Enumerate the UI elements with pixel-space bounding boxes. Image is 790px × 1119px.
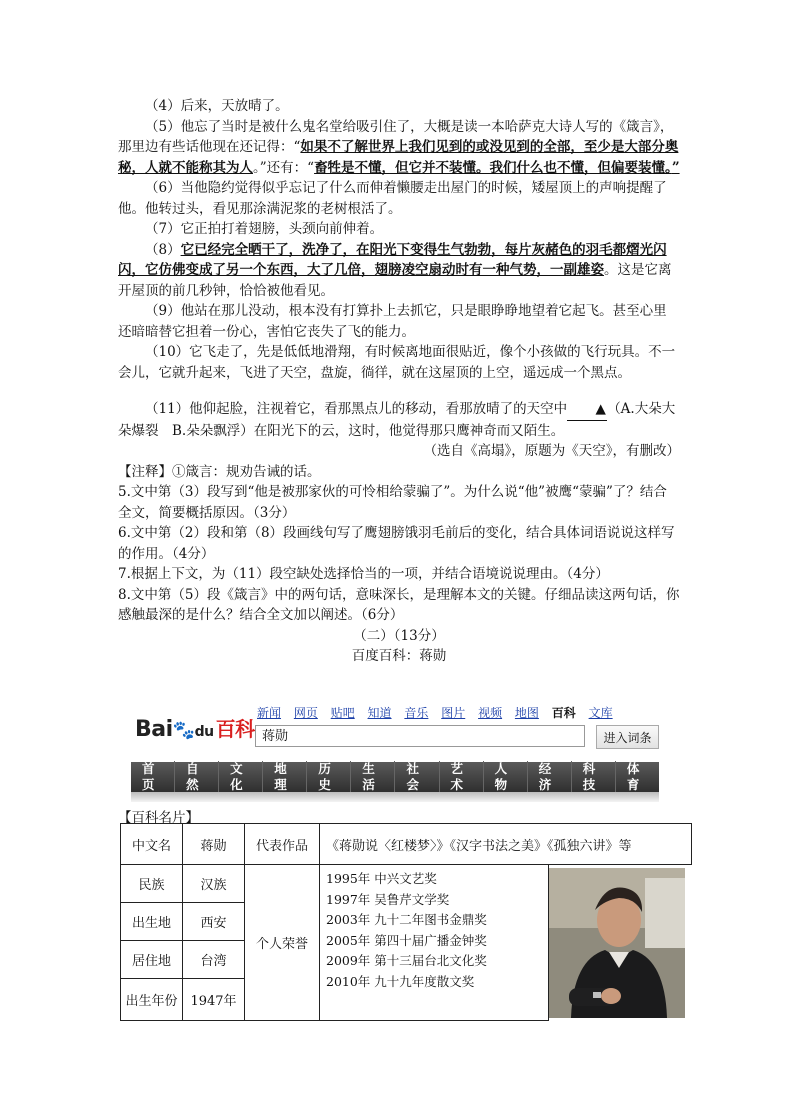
paragraph-6: （6）当他隐约觉得似乎忘记了什么而伸着懒腰走出屋门的时候，矮屋顶上的声响提醒了他。他转过头，看见那涂满泥浆的老树根活了。 (118, 180, 667, 217)
category-bar-shadow (131, 792, 659, 802)
nav-images[interactable]: 图片 (441, 706, 466, 720)
nav-web[interactable]: 网页 (293, 706, 318, 720)
honor-item: 2005年 第四十届广播金钟奖 (326, 932, 487, 948)
category-sports[interactable]: 体育 (626, 761, 640, 792)
photo-cell (549, 865, 692, 1021)
category-economy[interactable]: 经济 (528, 761, 572, 793)
baidu-baike-header (131, 704, 659, 802)
paragraph-5-text-b: 。”还有：“ (253, 159, 315, 176)
category-culture[interactable]: 文化 (219, 761, 263, 793)
baidu-logo[interactable] (135, 713, 255, 742)
category-nature[interactable]: 自然 (175, 761, 219, 793)
portrait-photo (549, 868, 685, 1018)
paragraph-5-text-c: ” (671, 159, 680, 176)
value-works: 《蒋勋说〈红楼梦〉》《汉字书法之美》《孤独六讲》等 (320, 824, 692, 865)
paragraph-11-text-b: （A.大朵大朵爆裂 B.朵朵飘浮）在阳光下的云，这时，他觉得那只鹰神奇而又陌生。 (118, 401, 676, 439)
nav-baike[interactable]: 百科 (551, 706, 576, 720)
value-birthplace: 西安 (183, 903, 245, 941)
question-5: 5.文中第（3）段写到“他是被那家伙的可怜相给蒙骗了”。为什么说“他”被鹰“蒙骗”了？结合全文，简要概括原因。（3分） (118, 484, 667, 521)
honor-item: 2003年 九十二年图书金鼎奖 (326, 912, 487, 927)
label-residence: 居住地 (121, 941, 183, 979)
label-ethnicity: 民族 (121, 865, 183, 903)
paragraph-8-text-b: 。这是它离开屋顶的前几秒钟，恰恰被他看见。 (118, 262, 672, 299)
question-7: 7.根据上下文，为（11）段空缺处选择恰当的一项，并结合语境说说理由。（4分） (118, 566, 609, 582)
nav-news[interactable]: 新闻 (257, 706, 282, 720)
paragraph-7: （7）它正拍打着翅膀，头颈向前伸着。 (145, 221, 384, 237)
category-geography[interactable]: 地理 (263, 761, 307, 793)
paragraph-5 (118, 117, 680, 179)
section-subtitle: 百度百科：蒋勋 (351, 648, 447, 664)
paragraph-8 (118, 240, 680, 302)
nav-zhidao[interactable]: 知道 (367, 706, 392, 720)
label-chinese-name: 中文名 (121, 824, 183, 865)
logo-baike: 百科 (215, 717, 255, 741)
top-nav (257, 704, 622, 721)
answer-blank: ▲ (567, 399, 607, 421)
paragraph-8-number: （8） (145, 241, 181, 258)
honor-item: 2010年 九十九年度散文奖 (326, 973, 475, 989)
underlined-quote-2: 畜牲是不懂，但它并不装懂。我们什么也不懂，但偏要装懂。 (314, 159, 672, 176)
category-society[interactable]: 社会 (395, 761, 439, 793)
underlined-sentence-8: 它已经完全晒干了，洗净了，在阳光下变得生气勃勃，每片灰赭色的羽毛都熠光闪闪，它仿佛变成了另一个东西，大了几倍，翅膀凌空扇动时有一种气势，一副雄姿 (118, 241, 667, 278)
nav-wenku[interactable]: 文库 (588, 706, 613, 720)
category-home[interactable]: 首页 (131, 761, 175, 793)
search-input[interactable]: 蒋勋 (255, 725, 585, 747)
portrait-illustration (549, 868, 685, 1018)
category-history[interactable]: 历史 (307, 761, 351, 793)
value-birth-year: 1947年 (183, 979, 245, 1021)
value-ethnicity: 汉族 (183, 865, 245, 903)
section-title: （二）（13分） (353, 627, 445, 644)
enter-entry-button[interactable]: 进入词条 (596, 725, 659, 749)
label-honors: 个人荣誉 (245, 865, 320, 1021)
nav-video[interactable]: 视频 (478, 706, 503, 720)
question-6: 6.文中第（2）段和第（8）段画线句写了鹰翅膀饿羽毛前后的变化，结合具体词语说说这样写的作用。（4分） (118, 525, 675, 562)
value-chinese-name: 蒋勋 (183, 824, 245, 865)
honor-item: 1995年 中兴文艺奖 (326, 871, 437, 886)
logo-du: du (194, 724, 214, 740)
annotation: 【注释】①箴言：规劝告诫的话。 (118, 463, 321, 480)
source-note: （选自《高塌》，原题为《天空》，有删改） (423, 443, 680, 459)
value-residence: 台湾 (183, 941, 245, 979)
paragraph-11 (118, 399, 680, 441)
nav-music[interactable]: 音乐 (404, 706, 429, 720)
label-birth-year: 出生年份 (121, 979, 183, 1021)
category-technology[interactable]: 科技 (572, 761, 616, 793)
honor-item: 2009年 第十三届台北文化奖 (326, 953, 487, 968)
label-birthplace: 出生地 (121, 903, 183, 941)
category-people[interactable]: 人物 (484, 761, 528, 793)
label-works: 代表作品 (245, 824, 320, 865)
card-title: 【百科名片】 (118, 810, 199, 826)
category-life[interactable]: 生活 (351, 761, 395, 793)
paragraph-10: （10）它飞走了，先是低低地滑翔，有时候离地面很贴近，像个小孩做的飞行玩具。不一会儿，它就升起来，飞进了天空，盘旋，徜徉，就在这屋顶的上空，遥远成一个黑点。 (118, 344, 676, 381)
question-8: 8.文中第（5）段《箴言》中的两句话，意味深长，是理解本文的关键。仔细品读这两句话，你感触最深的是什么？结合全文加以阐述。（6分） (118, 586, 680, 623)
nav-tieba[interactable]: 贴吧 (330, 706, 355, 720)
paragraph-9: （9）他站在那儿没动，根本没有打算扑上去抓它，只是眼睁睁地望着它起飞。甚至心里还暗暗替它担着一份心，害怕它丧失了飞的能力。 (118, 303, 667, 340)
honor-item: 1997年 吴鲁芹文学奖 (326, 891, 450, 907)
underlined-quote-1: 如果不了解世界上我们见到的或没见到的全部，至少是大部分奥秘，人就不能称其为人 (118, 139, 679, 176)
nav-map[interactable]: 地图 (514, 706, 539, 720)
article-body (118, 96, 680, 667)
logo-bai: Bai (135, 717, 173, 742)
honors-list (320, 865, 549, 1021)
paragraph-5-text-a: （5）他忘了当时是被什么鬼名堂给吸引住了，大概是读一本哈萨克大诗人写的《箴言》，那里边有些话他现在还记得：“ (118, 118, 674, 155)
paragraph-4: （4）后来，天放晴了。 (145, 98, 289, 114)
paragraph-11-text-a: （11）他仰起脸，注视着它，看那黑点儿的移动，看那放晴了的天空中 (145, 401, 568, 417)
category-art[interactable]: 艺术 (440, 761, 484, 793)
category-bar (131, 762, 659, 792)
info-card-table (120, 823, 692, 1021)
paw-icon: 🐾 (172, 720, 195, 741)
